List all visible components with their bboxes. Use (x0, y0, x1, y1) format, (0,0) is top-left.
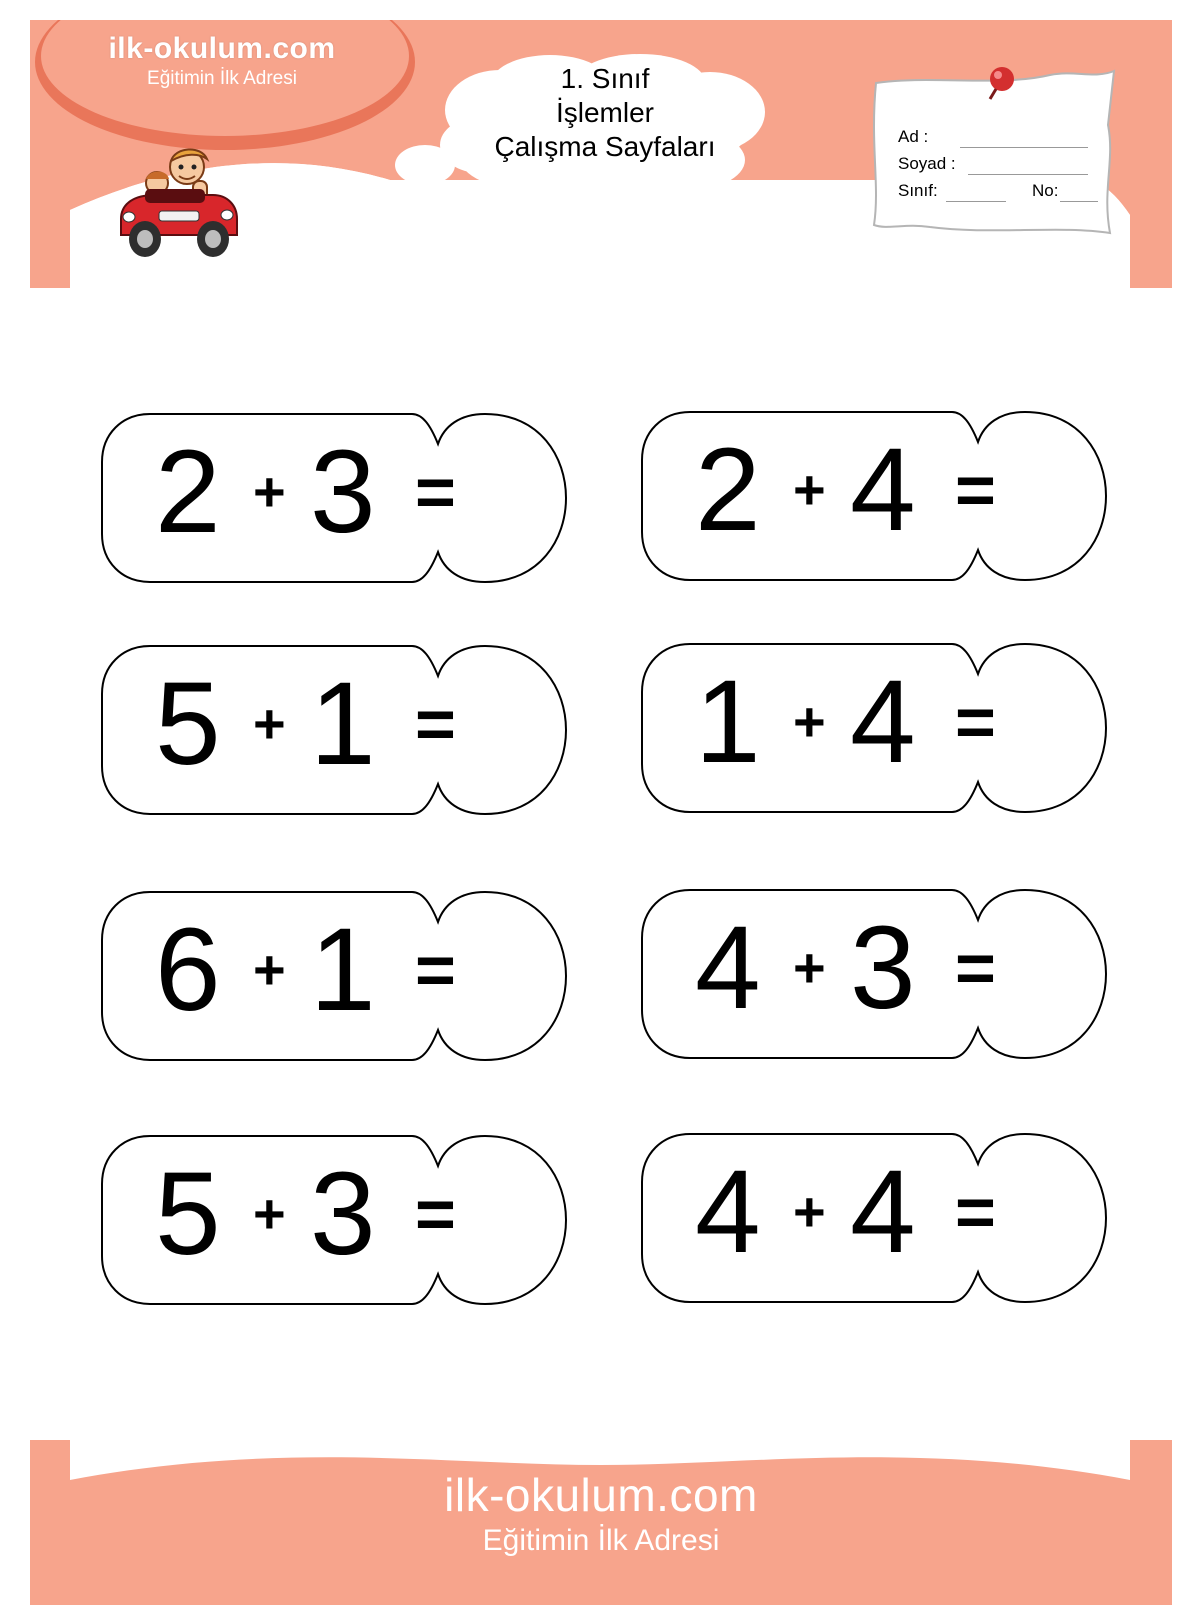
first-operand: 2 (695, 424, 761, 556)
problem-card (640, 410, 1110, 582)
first-operand: 2 (155, 426, 221, 558)
field-soyad-label: Soyad : (898, 154, 956, 173)
plus-sign: + (253, 1182, 286, 1245)
field-no-label: No: (1032, 181, 1059, 200)
equals-sign: = (955, 929, 996, 1007)
answer-box[interactable] (438, 1152, 556, 1288)
answer-box[interactable] (978, 906, 1096, 1042)
push-pin-icon (982, 63, 1022, 103)
plus-sign: + (253, 692, 286, 755)
first-operand: 4 (695, 1146, 761, 1278)
answer-box[interactable] (438, 662, 556, 798)
brand-name: ilk-okulum.com (108, 32, 336, 65)
second-operand: 4 (850, 656, 916, 788)
equals-sign: = (415, 1175, 456, 1253)
brand-slogan: Eğitimin İlk Adresi (147, 68, 297, 89)
field-soyad-line[interactable] (968, 174, 1088, 175)
brand-logo (42, 22, 402, 90)
equals-sign: = (415, 453, 456, 531)
equals-sign: = (955, 451, 996, 529)
problem-card (100, 1134, 570, 1306)
problem-card (100, 890, 570, 1062)
field-ad-line[interactable] (960, 147, 1088, 148)
second-operand: 1 (310, 904, 376, 1036)
equals-sign: = (955, 683, 996, 761)
car-driver-icon (115, 145, 245, 265)
answer-box[interactable] (978, 1150, 1096, 1286)
problem-card (100, 644, 570, 816)
problem-card (640, 642, 1110, 814)
second-operand: 3 (310, 426, 376, 558)
problem-card (640, 888, 1110, 1060)
problem-card (100, 412, 570, 584)
equals-sign: = (415, 931, 456, 1009)
answer-box[interactable] (978, 660, 1096, 796)
second-operand: 1 (310, 658, 376, 790)
problem-card (640, 1132, 1110, 1304)
title-worksheets: Çalışma Sayfaları (494, 131, 716, 162)
problem-grid (100, 412, 1140, 1312)
student-name-card (870, 65, 1120, 240)
field-sinif-label: Sınıf: (898, 181, 938, 200)
field-no-line[interactable] (1060, 201, 1098, 202)
first-operand: 6 (155, 904, 221, 1036)
first-operand: 5 (155, 658, 221, 790)
second-operand: 3 (310, 1148, 376, 1280)
footer-brand (30, 1468, 1172, 1558)
second-operand: 4 (850, 424, 916, 556)
equals-sign: = (955, 1173, 996, 1251)
equals-sign: = (415, 685, 456, 763)
plus-sign: + (793, 936, 826, 999)
plus-sign: + (793, 458, 826, 521)
first-operand: 1 (695, 656, 761, 788)
worksheet-footer (30, 1440, 1172, 1605)
answer-box[interactable] (978, 428, 1096, 564)
plus-sign: + (253, 460, 286, 523)
worksheet-header (30, 20, 1172, 288)
plus-sign: + (253, 938, 286, 1001)
field-sinif-line[interactable] (946, 201, 1006, 202)
page-title (460, 62, 750, 164)
field-ad-label: Ad : (898, 127, 929, 146)
footer-brand-slogan: Eğitimin İlk Adresi (482, 1524, 720, 1557)
plus-sign: + (793, 690, 826, 753)
first-operand: 4 (695, 902, 761, 1034)
title-subject: İşlemler (555, 97, 654, 128)
second-operand: 3 (850, 902, 916, 1034)
second-operand: 4 (850, 1146, 916, 1278)
plus-sign: + (793, 1180, 826, 1243)
answer-box[interactable] (438, 430, 556, 566)
footer-brand-name: ilk-okulum.com (444, 1469, 758, 1521)
answer-box[interactable] (438, 908, 556, 1044)
first-operand: 5 (155, 1148, 221, 1280)
title-grade: 1. Sınıf (560, 63, 650, 94)
